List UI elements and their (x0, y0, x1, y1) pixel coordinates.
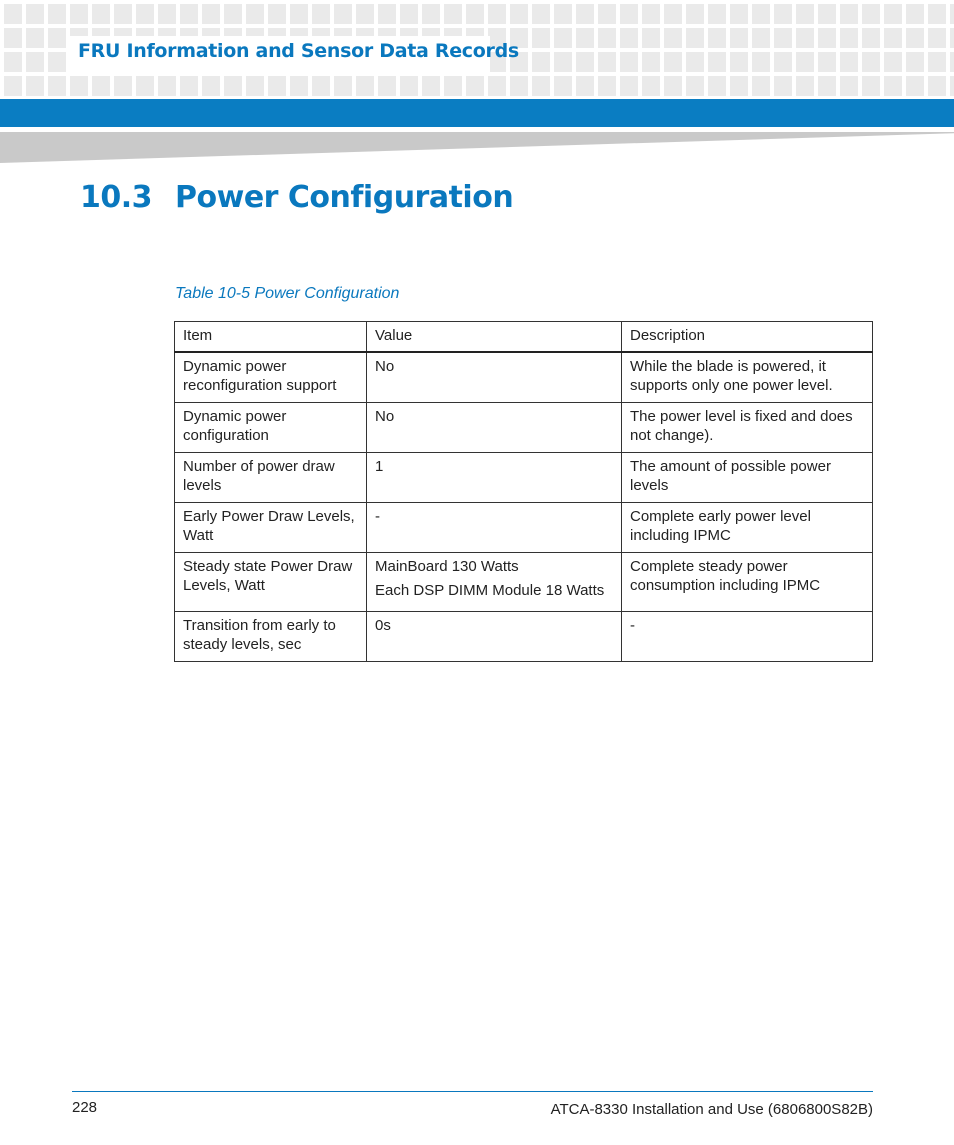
header-blue-bar (0, 99, 954, 127)
table-row (175, 552, 873, 611)
section-heading (80, 180, 513, 215)
column-header-item: Item (175, 322, 367, 352)
section-number: 10.3 (80, 180, 153, 215)
document-title: ATCA-8330 Installation and Use (6806800S82B) (550, 1101, 873, 1118)
cell-description: Complete early power level including IPMC (622, 502, 873, 552)
cell-item: Dynamic power configuration (175, 402, 367, 452)
column-header-description: Description (622, 322, 873, 352)
cell-item: Steady state Power Draw Levels, Watt (175, 552, 367, 611)
cell-description: Complete steady power consumption including IPMC (622, 552, 873, 611)
header-gray-wedge (0, 132, 954, 163)
table-row (175, 402, 873, 452)
table-row (175, 611, 873, 661)
table-header-row (175, 322, 873, 352)
chapter-title: FRU Information and Sensor Data Records (78, 40, 519, 62)
cell-item: Number of power draw levels (175, 452, 367, 502)
cell-value: 0s (367, 611, 622, 661)
cell-value-line: Each DSP DIMM Module 18 Watts (375, 582, 605, 599)
table-row (175, 502, 873, 552)
cell-description: - (622, 611, 873, 661)
section-title: Power Configuration (175, 180, 514, 215)
table-row (175, 452, 873, 502)
cell-value: No (367, 402, 622, 452)
cell-value (367, 552, 622, 611)
cell-description: While the blade is powered, it supports only one power level. (622, 352, 873, 403)
table-row (175, 352, 873, 403)
cell-value: - (367, 502, 622, 552)
cell-value: 1 (367, 452, 622, 502)
page-number: 228 (72, 1099, 98, 1116)
cell-description: The amount of possible power levels (622, 452, 873, 502)
cell-item: Transition from early to steady levels, sec (175, 611, 367, 661)
cell-value-line: MainBoard 130 Watts (375, 557, 519, 575)
cell-value: No (367, 352, 622, 403)
power-configuration-table (174, 321, 873, 662)
cell-description: The power level is fixed and does not change). (622, 402, 873, 452)
cell-item: Early Power Draw Levels, Watt (175, 502, 367, 552)
footer-divider (72, 1091, 873, 1092)
cell-item: Dynamic power reconfiguration support (175, 352, 367, 403)
table-caption: Table 10-5 Power Configuration (175, 285, 400, 302)
column-header-value: Value (367, 322, 622, 352)
